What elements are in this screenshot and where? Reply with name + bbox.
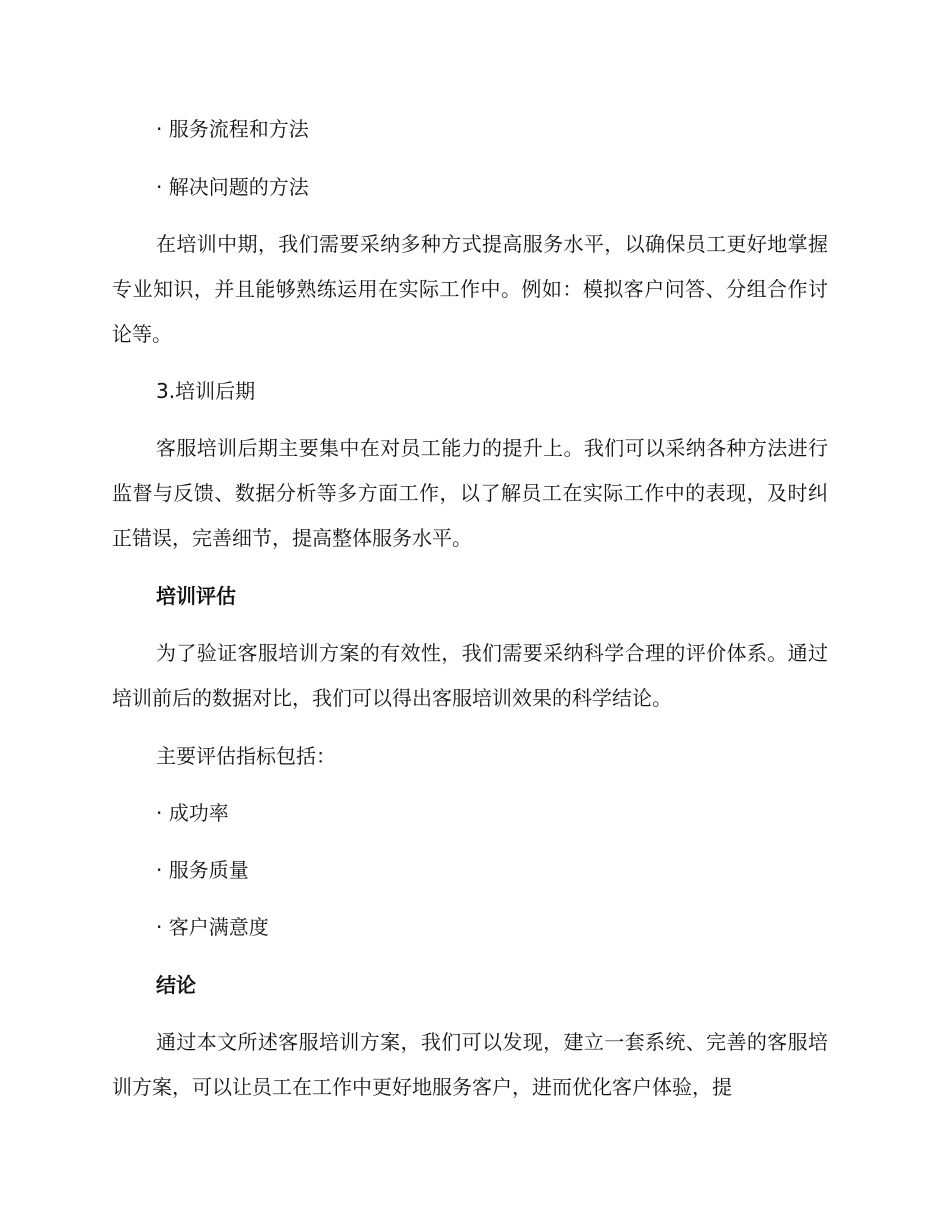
heading-conclusion: 结论	[156, 973, 196, 997]
heading-late-training: 3.培训后期	[156, 379, 256, 403]
heading-training-evaluation: 培训评估	[156, 584, 236, 608]
paragraph-mid-training: 在培训中期，我们需要采纳多种方式提高服务水平，以确保员工更好地掌握专业知识，并且能够熟练运用在实际工作中。例如：模拟客户问答、分组合作讨论等。	[112, 232, 828, 346]
paragraph-conclusion: 通过本文所述客服培训方案，我们可以发现，建立一套系统、完善的客服培训方案，可以让员工在工作中更好地服务客户，进而优化客户体验，提	[112, 1030, 828, 1099]
paragraph-evaluation: 为了验证客服培训方案的有效性，我们需要采纳科学合理的评价体系。通过培训前后的数据对比，我们可以得出客服培训效果的科学结论。	[112, 641, 828, 710]
bullet-service-process: · 服务流程和方法	[156, 117, 309, 141]
bullet-success-rate: · 成功率	[156, 801, 229, 825]
bullet-customer-satisfaction: · 客户满意度	[156, 915, 269, 939]
indicators-intro: 主要评估指标包括：	[156, 744, 336, 768]
bullet-problem-solving: · 解决问题的方法	[156, 175, 309, 199]
bullet-service-quality: · 服务质量	[156, 858, 249, 882]
paragraph-late-training: 客服培训后期主要集中在对员工能力的提升上。我们可以采纳各种方法进行监督与反馈、数据分析等多方面工作，以了解员工在实际工作中的表现，及时纠正错误，完善细节，提高整体服务水平。	[112, 436, 828, 550]
